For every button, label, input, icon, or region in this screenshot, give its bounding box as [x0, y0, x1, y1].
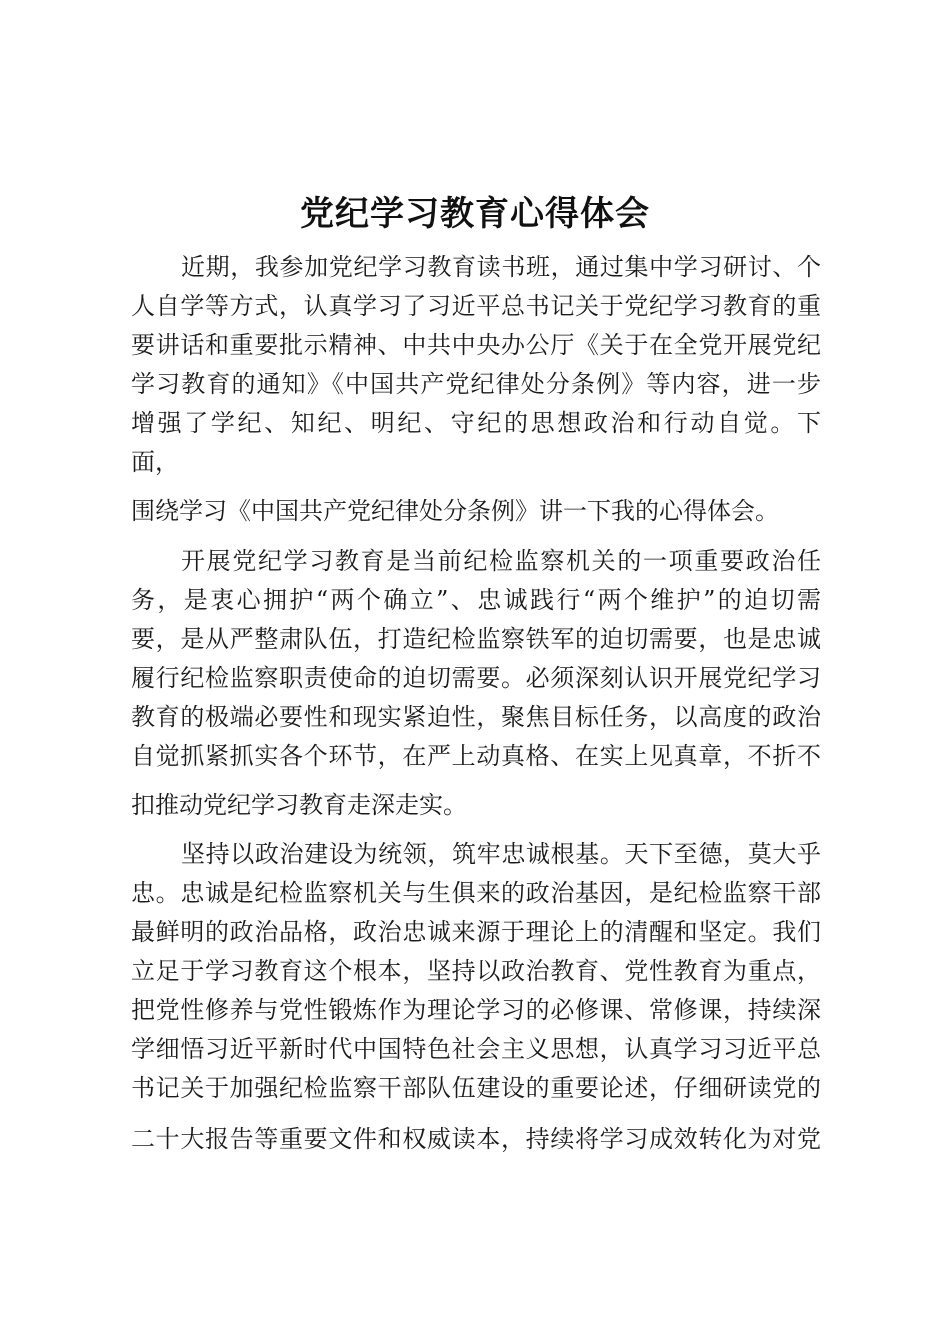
paragraph-3-line-2: 务，是衷心拥护“两个确立”、忠诚践行“两个维护”的迫切需 [131, 586, 821, 614]
paragraph-4-line-5: 把党性修养与党性锻炼作为理论学习的必修课、常修课，持续深 [131, 996, 821, 1024]
paragraph-1-line-4: 学习教育的通知》《中国共产党纪律处分条例》等内容，进一步 [131, 370, 821, 398]
paragraph-4-line-1: 坚持以政治建设为统领，筑牢忠诚根基。天下至德，莫大乎 [181, 840, 821, 868]
paragraph-1-line-3: 要讲话和重要批示精神、中共中央办公厅《关于在全党开展党纪 [131, 331, 821, 359]
paragraph-3-line-3: 要，是从严整肃队伍，打造纪检监察铁军的迫切需要，也是忠诚 [131, 625, 821, 653]
paragraph-4-line-8: 二十大报告等重要文件和权威读本，持续将学习成效转化为对党 [131, 1125, 821, 1153]
paragraph-1-line-5: 增强了学纪、知纪、明纪、守纪的思想政治和行动自觉。下 [131, 409, 821, 437]
paragraph-4-line-2: 忠。忠诚是纪检监察机关与生俱来的政治基因，是纪检监察干部 [131, 879, 821, 907]
document-title: 党纪学习教育心得体会 [300, 194, 650, 234]
paragraph-1-line-6: 面， [131, 448, 179, 476]
paragraph-2-line-1: 围绕学习《中国共产党纪律处分条例》讲一下我的心得体会。 [131, 497, 779, 525]
paragraph-3-line-7: 扣推动党纪学习教育走深走实。 [131, 791, 467, 819]
paragraph-3-line-5: 教育的极端必要性和现实紧迫性，聚焦目标任务，以高度的政治 [131, 703, 821, 731]
paragraph-4-line-4: 立足于学习教育这个根本，坚持以政治教育、党性教育为重点， [131, 957, 821, 985]
paragraph-4-line-6: 学细悟习近平新时代中国特色社会主义思想，认真学习习近平总 [131, 1035, 821, 1063]
paragraph-3-line-6: 自觉抓紧抓实各个环节，在严上动真格、在实上见真章，不折不 [131, 742, 821, 770]
paragraph-4-line-3: 最鲜明的政治品格，政治忠诚来源于理论上的清醒和坚定。我们 [131, 918, 821, 946]
paragraph-1-line-2: 人自学等方式，认真学习了习近平总书记关于党纪学习教育的重 [131, 292, 821, 320]
paragraph-1-line-1: 近期，我参加党纪学习教育读书班，通过集中学习研讨、个 [181, 253, 821, 281]
paragraph-3-line-1: 开展党纪学习教育是当前纪检监察机关的一项重要政治任 [181, 547, 821, 575]
paragraph-3-line-4: 履行纪检监察职责使命的迫切需要。必须深刻认识开展党纪学习 [131, 664, 821, 692]
paragraph-4-line-7: 书记关于加强纪检监察干部队伍建设的重要论述，仔细研读党的 [131, 1074, 821, 1102]
